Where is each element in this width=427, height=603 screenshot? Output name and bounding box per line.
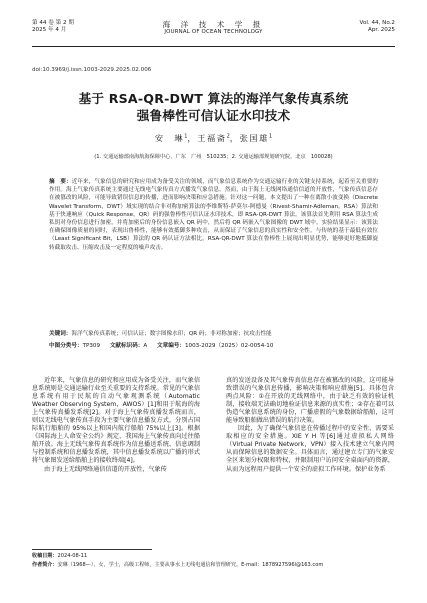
doi-line: doi:10.3969/j.issn.1003-2029.2025.02.006: [32, 67, 152, 73]
body-column-right: [226, 377, 394, 474]
title-line-1: 基于 RSA-QR-DWT 算法的海洋气象传真系统: [78, 91, 349, 106]
author-bio-value: 安琳（1968—），女，学士，高级工程师，主要从事水上无线电通信和管理研究。E-mail：1878927596l@163.com: [57, 562, 324, 568]
header-volume-cn: 第 44 卷 第 2 期: [32, 20, 74, 26]
journal-name-cn: 海 洋 技 术 学 报: [162, 20, 265, 29]
body-column-left: [32, 377, 200, 474]
keywords: [49, 330, 378, 338]
footnote-received: [32, 553, 395, 560]
body-paragraph: 真的发送设备及其气象传真信息存在被篡改的风险，这可能导致错误的气象信息传播，影响决策和响应措施[5]。具体包含两点风险：①在开放的无线网络中，由于缺乏有效的验证机制，接收端无法确切地验证信息来源的真实性；②存在着可以伪造气象信息系统的身份，广播虚假的气象数据给船舶，这可能导致船舶做出错误的航行决策。: [226, 377, 394, 425]
keywords-label: 关键词：: [49, 331, 72, 337]
author-affil-mark: 2: [226, 133, 230, 140]
body-paragraph: 由于海上无线网络通信信道的开放性，气象传: [44, 465, 167, 473]
keywords-text: 海洋气象传真系统；可信认证；数字图像水印；QR 码；非对称加密；抗攻击性能: [71, 331, 272, 337]
abstract-label: 摘 要：: [49, 179, 72, 185]
author-list: [20, 133, 407, 144]
author-affil-mark: 1: [184, 133, 188, 140]
header-date-cn: 2025 年 4 月: [32, 27, 67, 34]
clc-value: TP309: [82, 343, 101, 349]
classification-line: [49, 341, 378, 349]
body-paragraph: 近年来，气象信息的研究和应用成为备受关注，而气象信息系统则是交通运输行业至关重要的支持系统。常见的气象信息系统有用于民航的自动气象观测系统（Automatic Weather Observing System，AWOS）[1]和用于航海的海上气象传真播发系统[2]。对于海上气象传真播发系统而言，则以无线电气象传真手段为主要气象信息播发方式，分别占国际航行船舶的 95%以上和国内航行船舶 75%以上[3]。根据《国际海上人命安全公约》规定，我国海上气象传真向过往船舶开放。海上无线气象传真系统作为信息播送系统、信息调制与控制系统和信息播发系统，其中信息播发系统以广播的形式将气象图发送给船舶上的接收终端[4]。: [32, 377, 200, 465]
header-issue-en: [360, 20, 395, 34]
footnote-divider: [32, 549, 152, 550]
author-separator: ，: [187, 133, 198, 143]
author-name: 张国雄: [239, 133, 269, 143]
clc-label: 中图分类号：: [49, 343, 83, 349]
footnote-author-bio: [32, 562, 395, 569]
author-name: 王福斋: [197, 133, 227, 143]
author-affil-mark: 1: [268, 133, 273, 140]
abstract: [49, 178, 378, 252]
affiliation: (1. 交通运输部南海航海保障中心，广东 广州 510235；2. 交通运输部规划研究院，北京 100028): [94, 154, 333, 160]
header-divider: [32, 46, 395, 47]
article-number-value: 1003-2029（2025）02-0054-10: [185, 343, 274, 349]
title-line-2: 强鲁棒性可信认证水印技术: [136, 108, 291, 123]
author-name: 安 琳: [154, 133, 185, 143]
author-bio-label: 作者简介：: [32, 562, 58, 568]
received-label: 收稿日期：: [32, 553, 58, 559]
abstract-text: 近年来，气象信息的研究和应用成为备受关注的领域，而气象信息系统作为交通运输行业的关键支持系统，起着至关重要的作用。海上气象传真系统主要通过无线电气象传真方式播发气象信息。然而，由于海上无线网络通信信道的开放性，气象传真信息存在被篡改的风险，可能导致错误信息的传播，进而影响决策和应急措施。针对这一问题，本文提出了一种在离散小波变换（Discrete Wavelet Transform，DWT）域实现的结合非对称加密算法的李维斯特-萨莫尔-阿德曼（Rivest-Shamir-Adleman，RSA）算法和基于快速响应（Quick Response，QR）码的强鲁棒性可信认证水印技术，即 RSA-QR-DWT 算法。该算法首先利用 RSA 算法生成私钥对身份信息进行加密，并将加密后的身份信息嵌入 QR 码中，然后将 QR 码嵌入气象图像的 DWT 域中。实验结果显示：该算法在确保图像质量的同时，表现出鲁棒性，能够有效抵御多种攻击，从而保证了气象信息的真实性和安全性。与传统的基于最低有效位（Least Significant Bit，LSB）算法的 QR 码认证方法相比，RSA-QR-DWT 算法在鲁棒性上展现出明显优势，能够更好地抵御旋转截取攻击、压缩攻击及一定程度的噪声攻击。: [49, 179, 378, 251]
journal-name-en: JOURNAL OF OCEAN TECHNOLOGY: [164, 29, 263, 35]
article-number-label: 文章编号：: [157, 343, 185, 349]
doc-code-label: 文献标识码：: [109, 343, 144, 349]
received-value: 2024-08-11: [57, 553, 88, 559]
header-volume-en: Vol. 44, No.2: [359, 20, 395, 26]
author-separator: ，: [229, 133, 240, 143]
doc-code-value: A: [143, 343, 148, 349]
article-title: [20, 90, 407, 124]
body-paragraph: 因此，为了确保气象信息在传播过程中的安全性，需要采取相应的安全措施。XIE Y H 等[6]通过虚拟私人网络（Virtual Private Network，VPN）接入技术建立气象内网从而保障信息的数据安全。具体而言，通过建立专门的气象安全区来划分权限和特权，并限制用户访问安全桌面内的资源，从而为远程用户提供一个安全的虚拟工作环境。保护业务系: [226, 425, 394, 473]
header-date-en: Apr. 2025: [368, 27, 395, 34]
running-header: [32, 20, 395, 44]
header-journal-name: [32, 20, 395, 36]
